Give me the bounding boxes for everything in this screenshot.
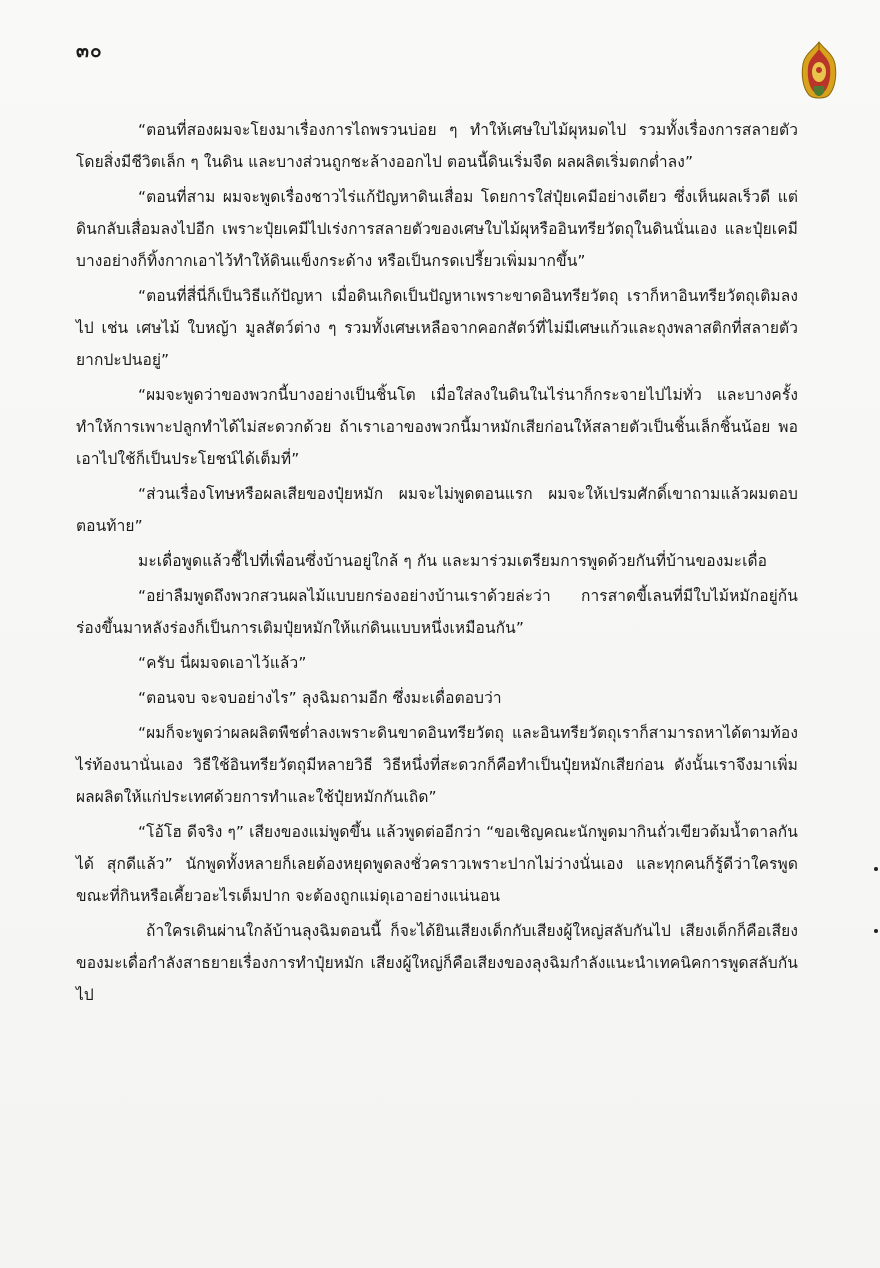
royal-crest-icon — [796, 40, 842, 102]
paragraph: “โอ้โฮ ดีจริง ๆ” เสียงของแม่พูดขึ้น แล้วพูดต่ออีกว่า “ขอเชิญคณะนักพูดมากินถั่วเขียวต้มน้ำตาลกันได้ สุกดีแล้ว” นักพูดทั้งหลายก็เลยต้องหยุดพูดลงชั่วคราวเพราะปากไม่ว่างนั่นเอง และทุกคนก็รู้ดีว่าใครพูดขณะที่กินหรือเคี้ยวอะไรเต็มปาก จะต้องถูกแม่ดุเอาอย่างแน่นอน — [76, 823, 798, 905]
paragraph: “ตอนจบ จะจบอย่างไร” ลุงฉิมถามอีก ซึ่งมะเดื่อตอบว่า — [138, 689, 502, 707]
paragraph: “ตอนที่สาม ผมจะพูดเรื่องชาวไร่แก้ปัญหาดินเสื่อม โดยการใส่ปุ๋ยเคมีอย่างเดียว ซึ่งเห็นผลเร็วดี แต่ดินกลับเสื่อมลงไปอีก เพราะปุ๋ยเคมีไปเร่งการสลายตัวของเศษใบไม้ผุหรืออินทรียวัตถุในดินนั่นเอง และปุ๋ยเคมีบางอย่างก็ทิ้งกากเอาไว้ทำให้ดินแข็งกระด้าง หรือเป็นกรดเปรี้ยวเพิ่มมากขึ้น” — [76, 188, 798, 270]
body-text — [76, 114, 798, 1014]
paragraph: “ครับ นี่ผมจดเอาไว้แล้ว” — [138, 654, 307, 672]
scan-mark — [874, 867, 878, 871]
paragraph: “ผมก็จะพูดว่าผลผลิตพืชต่ำลงเพราะดินขาดอินทรียวัตถุ และอินทรียวัตถุเราก็สามารถหาได้ตามท้องไร่ท้องนานั่นเอง วิธีใช้อินทรียวัตถุมีหลายวิธี วิธีหนึ่งที่สะดวกก็คือทำเป็นปุ๋ยหมักเสียก่อน ดังนั้นเราจึงมาเพิ่มผลผลิตให้แก่ประเทศด้วยการทำและใช้ปุ๋ยหมักกันเถิด” — [76, 724, 798, 806]
paragraph: “อย่าลืมพูดถึงพวกสวนผลไม้แบบยกร่องอย่างบ้านเราด้วยล่ะว่า การสาดขี้เลนที่มีใบไม้หมักอยู่ก้นร่องขึ้นมาหลังร่องก็เป็นการเติมปุ๋ยหมักให้แก่ดินแบบหนึ่งเหมือนกัน” — [76, 587, 798, 637]
paragraph: “ตอนที่สองผมจะโยงมาเรื่องการไถพรวนบ่อย ๆ ทำให้เศษใบไม้ผุหมดไป รวมทั้งเรื่องการสลายตัวโดยสิ่งมีชีวิตเล็ก ๆ ในดิน และบางส่วนถูกชะล้างออกไป ตอนนี้ดินเริ่มจืด ผลผลิตเริ่มตกต่ำลง” — [76, 121, 798, 171]
paragraph: ถ้าใครเดินผ่านใกล้บ้านลุงฉิมตอนนี้ ก็จะได้ยินเสียงเด็กกับเสียงผู้ใหญ่สลับกันไป เสียงเด็กก็คือเสียงของมะเดื่อกำลังสาธยายเรื่องการทำปุ๋ยหมัก เสียงผู้ใหญ่ก็คือเสียงของลุงฉิมกำลังแนะนำเทคนิคการพูดสลับกันไป — [76, 922, 798, 1004]
page-number: ๓๐ — [76, 40, 103, 62]
scan-mark — [874, 929, 878, 933]
paragraph: “ตอนที่สี่นี่ก็เป็นวิธีแก้ปัญหา เมื่อดินเกิดเป็นปัญหาเพราะขาดอินทรียวัตถุ เราก็หาอินทรียวัตถุเติมลงไป เช่น เศษไม้ ใบหญ้า มูลสัตว์ต่าง ๆ รวมทั้งเศษเหลือจากคอกสัตว์ที่ไม่มีเศษแก้วและถุงพลาสติกที่สลายตัวยากปะปนอยู่” — [76, 287, 798, 369]
paragraph: มะเดื่อพูดแล้วชี้ไปที่เพื่อนซึ่งบ้านอยู่ใกล้ ๆ กัน และมาร่วมเตรียมการพูดด้วยกันที่บ้านของมะเดื่อ — [138, 552, 768, 570]
paragraph: “ส่วนเรื่องโทษหรือผลเสียของปุ๋ยหมัก ผมจะไม่พูดตอนแรก ผมจะให้เปรมศักดิ์เขาถามแล้วผมตอบตอนท้าย” — [76, 485, 798, 535]
paragraph: “ผมจะพูดว่าของพวกนี้บางอย่างเป็นชิ้นโต เมื่อใส่ลงในดินในไร่นาก็กระจายไปไม่ทั่ว และบางครั้งทำให้การเพาะปลูกทำได้ไม่สะดวกด้วย ถ้าเราเอาของพวกนี้มาหมักเสียก่อนให้สลายตัวเป็นชิ้นเล็กชิ้นน้อย พอเอาไปใช้ก็เป็นประโยชน์ได้เต็มที่” — [76, 386, 798, 468]
